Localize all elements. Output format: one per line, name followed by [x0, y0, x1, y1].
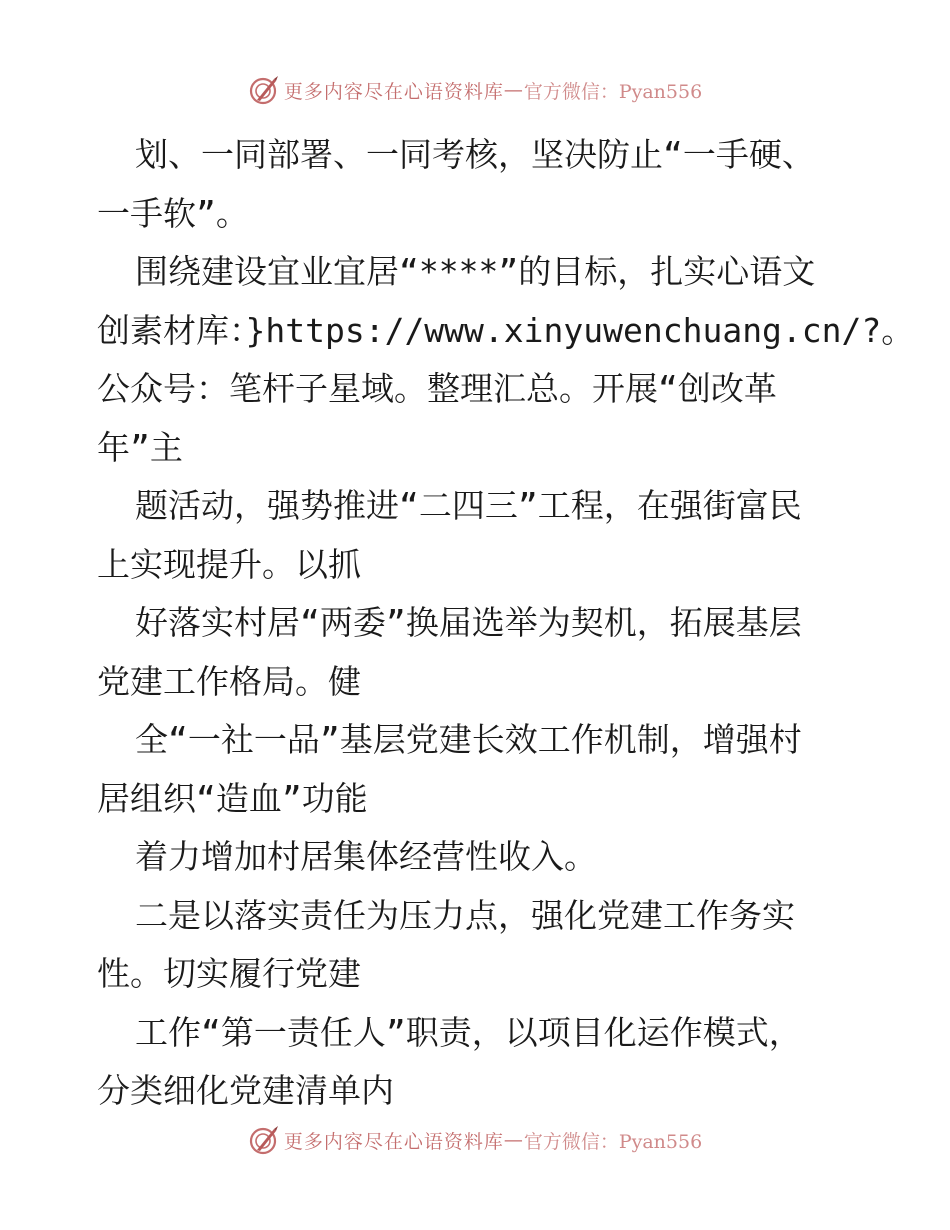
text-line: 题活动，强势推进“二四三”工程，在强街富民: [135, 486, 802, 525]
text-line: 党建工作格局。健: [97, 661, 361, 701]
footer-brand-text: 更多内容尽在心语资料库: [283, 1130, 504, 1153]
text-line: 全“一社一品”基层党建长效工作机制，增强村: [135, 720, 802, 759]
text-line: 公众号：笔杆子星域。整理汇总。开展“创改革: [97, 369, 777, 408]
document-body: [97, 126, 915, 1121]
text-line: 性。切实履行党建: [97, 954, 361, 993]
text-line: 着力增加村居集体经营性收入。: [135, 837, 597, 876]
quill-logo-icon: [248, 1124, 280, 1156]
text-line: 好落实村居“两委”换届选举为契机，拓展基层: [135, 603, 802, 642]
header-brand-text: 更多内容尽在心语资料库: [283, 80, 504, 103]
text-line: 年”主: [97, 427, 183, 467]
text-line: 工作“第一责任人”职责，以项目化运作模式，: [135, 1012, 802, 1052]
text-line: 居组织“造血”功能: [97, 778, 368, 818]
header-separator: —: [503, 79, 524, 101]
text-line: 创素材库：}https://www.xinyuwenchuang.cn/?。: [97, 310, 915, 350]
header-contact-text: 官方微信：Pyan556: [523, 80, 703, 103]
text-line: 划、一同部署、一同考核，坚决防止“一手硬、: [135, 135, 815, 174]
footer-watermark: [0, 1122, 950, 1158]
text-line: 分类细化党建清单内: [97, 1071, 394, 1110]
text-line: 一手软”。: [97, 193, 249, 233]
footer-contact-text: 官方微信：Pyan556: [523, 1130, 703, 1153]
quill-logo-icon: [248, 74, 280, 106]
text-line: 围绕建设宜业宜居“****”的目标，扎实心语文: [135, 252, 816, 291]
text-line: 二是以落实责任为压力点，强化党建工作务实: [135, 895, 795, 935]
text-line: 上实现提升。以抓: [97, 544, 361, 584]
footer-separator: —: [503, 1129, 524, 1151]
header-watermark: [0, 72, 950, 108]
